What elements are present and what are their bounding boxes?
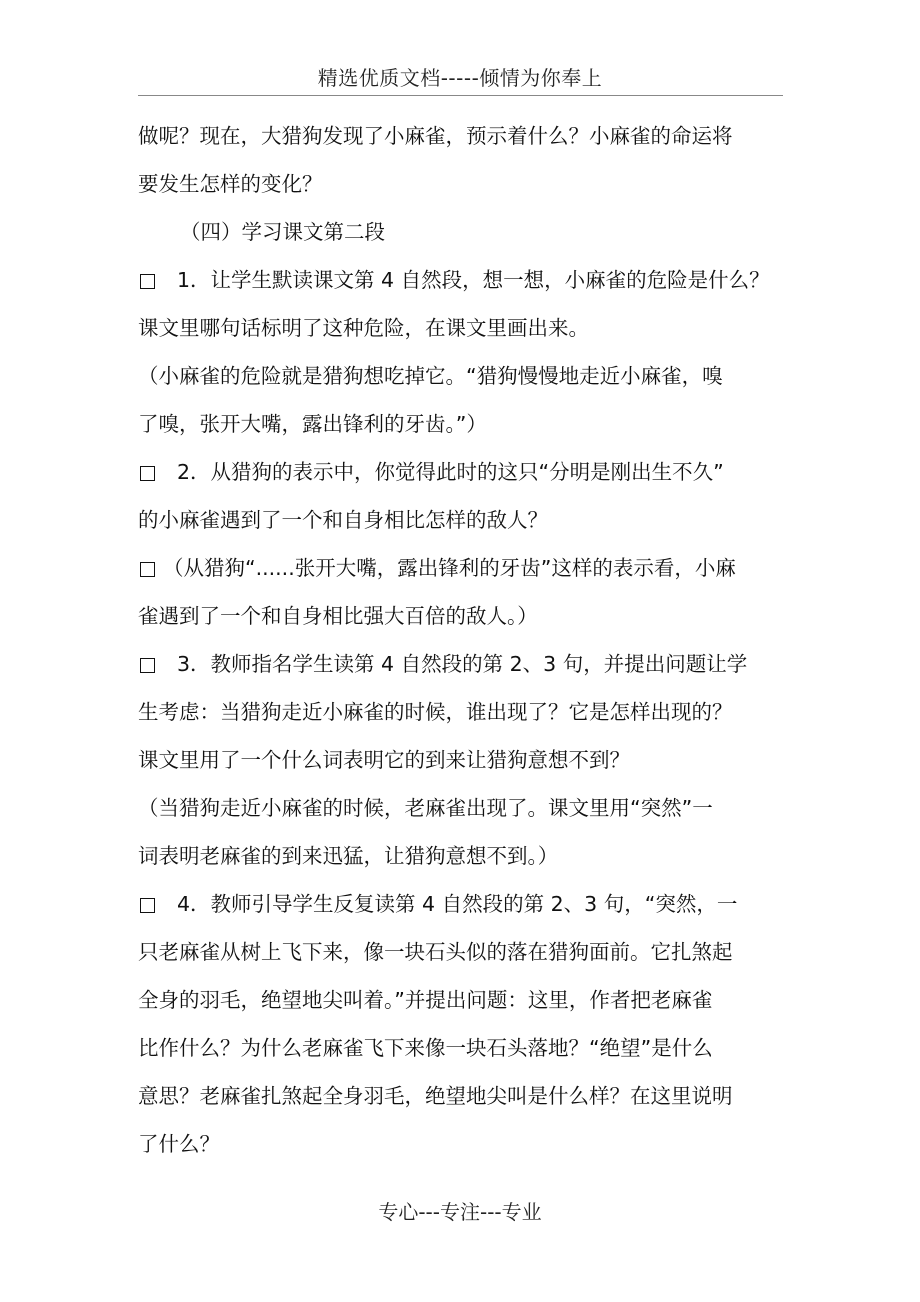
list-item: 2．从猎狗的表示中，你觉得此时的这只“分明是刚出生不久”: [138, 448, 798, 496]
text-line: 做呢？现在，大猎狗发现了小麻雀，预示着什么？小麻雀的命运将: [138, 124, 733, 148]
text-line: 全身的羽毛，绝望地尖叫着。”并提出问题：这里，作者把老麻雀: [138, 988, 713, 1012]
checkbox-icon: [140, 898, 155, 913]
page-header: 精选优质文档-----倾情为你奉上: [317, 66, 603, 90]
text-line: 意思？老麻雀扎煞起全身羽毛，绝望地尖叫是什么样？在这里说明: [138, 1084, 733, 1108]
text-line: 了嗅，张开大嘴，露出锋利的牙齿。”）: [138, 412, 487, 436]
text-line: 了什么？: [138, 1132, 220, 1156]
text-line: 生考虑：当猎狗走近小麻雀的时候，谁出现了？它是怎样出现的？: [138, 700, 733, 724]
document-body: [138, 112, 798, 1168]
text-line: 的小麻雀遇到了一个和自身相比怎样的敌人？: [138, 508, 548, 532]
section-heading: （四）学习课文第二段: [180, 220, 385, 244]
text-line: 雀遇到了一个和自身相比强大百倍的敌人。）: [138, 604, 538, 628]
list-item: 4．教师引导学生反复读第 4 自然段的第 2、3 句，“突然，一: [138, 880, 798, 928]
text-line: 课文里用了一个什么词表明它的到来让猎狗意想不到？: [138, 748, 630, 772]
checkbox-icon: [140, 274, 155, 289]
text-line: 要发生怎样的变化？: [138, 172, 323, 196]
list-item: （从猎狗“......张开大嘴，露出锋利的牙齿”这样的表示看，小麻: [138, 544, 798, 592]
text-line: 比作什么？为什么老麻雀飞下来像一块石头落地？“绝望”是什么: [138, 1036, 713, 1060]
list-item: 1．让学生默读课文第 4 自然段，想一想，小麻雀的危险是什么？: [138, 256, 798, 304]
header-divider: [138, 95, 783, 96]
text-line: 词表明老麻雀的到来迅猛，让猎狗意想不到。）: [138, 844, 559, 868]
page-footer: 专心---专注---专业: [378, 1200, 542, 1224]
checkbox-icon: [140, 466, 155, 481]
text-line: 课文里哪句话标明了这种危险，在课文里画出来。: [138, 316, 589, 340]
checkbox-icon: [140, 562, 155, 577]
text-line: （当猎狗走近小麻雀的时候，老麻雀出现了。课文里用“突然”一: [138, 796, 713, 820]
text-line: 只老麻雀从树上飞下来，像一块石头似的落在猎狗面前。它扎煞起: [138, 940, 733, 964]
checkbox-icon: [140, 658, 155, 673]
list-item: 3．教师指名学生读第 4 自然段的第 2、3 句，并提出问题让学: [138, 640, 798, 688]
text-line: （小麻雀的危险就是猎狗想吃掉它。“猎狗慢慢地走近小麻雀，嗅: [138, 364, 723, 388]
